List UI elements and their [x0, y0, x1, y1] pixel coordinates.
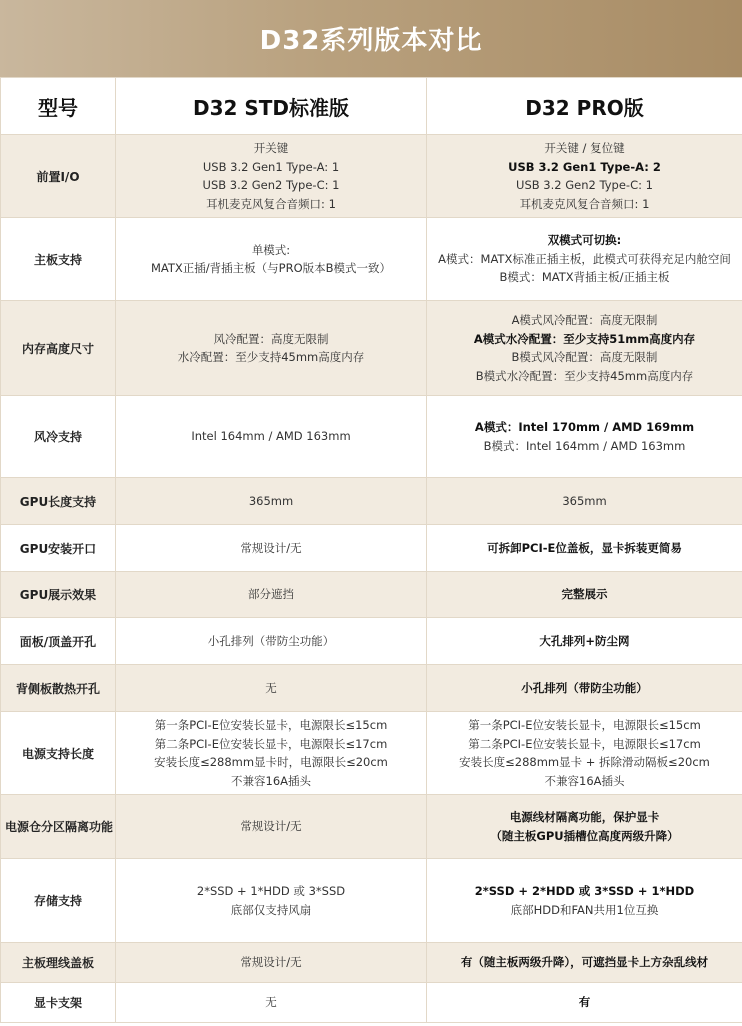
cell-line: 第一条PCI-E位安装长显卡，电源限长≤15cm	[154, 718, 388, 732]
cell-line: A模式：MATX标准正插主板，此模式可获得充足内舱空间	[438, 251, 731, 266]
row-label: 内存高度尺寸	[1, 301, 116, 396]
cell-line: （随主板GPU插槽位高度两级升降）	[490, 828, 679, 843]
cell-line: 无	[265, 995, 277, 1010]
cell-line: 有	[578, 995, 591, 1010]
cell-line: 安装长度≤288mm显卡时，电源限长≤20cm	[154, 755, 388, 769]
cell-line: 安装长度≤288mm显卡 + 拆除滑动隔板≤20cm	[459, 755, 710, 769]
row-label: 主板理线盖板	[1, 943, 116, 983]
cell-line: 无	[265, 680, 277, 695]
cell-line: 第一条PCI-E位安装长显卡，电源限长≤15cm	[468, 718, 701, 732]
row-label: 面板/顶盖开孔	[1, 618, 116, 665]
cell-std	[116, 572, 427, 618]
cell-pro	[427, 983, 742, 1023]
cell-pro	[427, 478, 742, 525]
cell-std	[116, 712, 427, 795]
row-label: GPU长度支持	[1, 478, 116, 525]
cell-pro	[427, 712, 742, 795]
cell-line: 365mm	[248, 493, 294, 508]
cell-line: 365mm	[562, 493, 607, 508]
cell-line: 常规设计/无	[240, 540, 302, 555]
cell-pro	[427, 943, 742, 983]
cell-line: 第二条PCI-E位安装长显卡，电源限长≤17cm	[154, 736, 388, 751]
cell-line: USB 3.2 Gen1 Type-A: 1	[202, 159, 340, 174]
cell-line: MATX正插/背插主板（与PRO版本B模式一致）	[150, 261, 392, 275]
cell-line: USB 3.2 Gen2 Type-C: 1	[516, 178, 653, 192]
cell-line: 2*SSD + 1*HDD 或 3*SSD	[196, 884, 346, 898]
cell-pro	[427, 396, 742, 478]
comparison-table	[0, 77, 742, 1023]
table-row	[1, 218, 742, 301]
cell-line: 风冷配置：高度无限制	[213, 331, 329, 346]
cell-line: 可拆卸PCI-E位盖板，显卡拆装更简易	[487, 540, 682, 555]
row-label: 风冷支持	[1, 396, 116, 478]
cell-line: 双模式可切换:	[547, 233, 622, 248]
cell-line: 有（随主板两级升降），可遮挡显卡上方杂乱线材	[460, 955, 709, 970]
cell-std	[116, 301, 427, 396]
cell-line: B模式水冷配置：至少支持45mm高度内存	[475, 368, 694, 383]
cell-line: B模式：MATX背插主板/正插主板	[499, 270, 670, 285]
cell-line: 常规设计/无	[240, 819, 302, 834]
header-pro: D32 PRO版	[427, 78, 742, 135]
header-model-label: 型号	[1, 78, 116, 135]
table-row	[1, 795, 742, 859]
table-row	[1, 572, 742, 618]
cell-pro	[427, 135, 742, 218]
cell-std	[116, 795, 427, 859]
cell-line: Intel 164mm / AMD 163mm	[191, 429, 351, 444]
cell-line: 不兼容16A插头	[544, 773, 625, 788]
cell-line: 开关键	[253, 141, 289, 155]
cell-std	[116, 859, 427, 943]
row-label: 电源仓分区隔离功能	[1, 795, 116, 859]
table-row	[1, 301, 742, 396]
row-label: 显卡支架	[1, 983, 116, 1023]
title-banner	[0, 0, 742, 77]
table-row	[1, 525, 742, 572]
cell-pro	[427, 795, 742, 859]
cell-pro	[427, 218, 742, 301]
cell-pro	[427, 301, 742, 396]
cell-line: 水冷配置：至少支持45mm高度内存	[177, 350, 365, 364]
table-row	[1, 478, 742, 525]
cell-line: B模式：Intel 164mm / AMD 163mm	[483, 438, 686, 453]
cell-pro	[427, 525, 742, 572]
table-row	[1, 665, 742, 712]
cell-line: 部分遮挡	[248, 587, 294, 602]
cell-line: 单模式:	[251, 242, 291, 257]
cell-line: 不兼容16A插头	[231, 773, 311, 788]
row-label: 电源支持长度	[1, 712, 116, 795]
row-label: 存储支持	[1, 859, 116, 943]
table-row	[1, 618, 742, 665]
cell-line: 开关键 / 复位键	[544, 141, 625, 155]
cell-pro	[427, 572, 742, 618]
cell-pro	[427, 665, 742, 712]
row-label: 背侧板散热开孔	[1, 665, 116, 712]
table-row	[1, 983, 742, 1023]
row-label: 前置I/O	[1, 135, 116, 218]
cell-line: 电源线材隔离功能，保护显卡	[509, 810, 660, 824]
cell-line: 耳机麦克风复合音频口: 1	[519, 196, 650, 211]
header-std: D32 STD标准版	[116, 78, 427, 135]
cell-std	[116, 135, 427, 218]
table-row	[1, 135, 742, 218]
table-row	[1, 859, 742, 943]
cell-pro	[427, 859, 742, 943]
cell-line: 常规设计/无	[240, 955, 302, 970]
cell-line: 底部HDD和FAN共用1位互换	[510, 902, 659, 917]
cell-line: USB 3.2 Gen1 Type-A: 2	[508, 159, 661, 174]
table-row	[1, 943, 742, 983]
cell-std	[116, 478, 427, 525]
header-row	[1, 78, 742, 135]
row-label: GPU展示效果	[1, 572, 116, 618]
page-title: D32系列版本对比	[259, 26, 483, 56]
cell-line: 耳机麦克风复合音频口: 1	[206, 196, 336, 211]
table-row	[1, 396, 742, 478]
cell-line: A模式风冷配置：高度无限制	[511, 313, 658, 327]
row-label: GPU安装开口	[1, 525, 116, 572]
cell-line: 大孔排列+防尘网	[539, 633, 630, 648]
cell-pro	[427, 618, 742, 665]
cell-line: B模式风冷配置：高度无限制	[511, 350, 658, 364]
cell-std	[116, 396, 427, 478]
cell-line: 第二条PCI-E位安装长显卡，电源限长≤17cm	[468, 736, 701, 751]
cell-line: A模式水冷配置：至少支持51mm高度内存	[473, 331, 696, 346]
cell-line: USB 3.2 Gen2 Type-C: 1	[202, 178, 340, 192]
cell-line: 小孔排列（带防尘功能）	[521, 680, 648, 695]
cell-std	[116, 665, 427, 712]
cell-std	[116, 618, 427, 665]
cell-line: 底部仅支持风扇	[230, 902, 312, 917]
cell-std	[116, 943, 427, 983]
table-row	[1, 712, 742, 795]
cell-std	[116, 525, 427, 572]
cell-line: 小孔排列（带防尘功能）	[207, 633, 335, 648]
cell-line: A模式：Intel 170mm / AMD 169mm	[474, 420, 695, 434]
cell-std	[116, 218, 427, 301]
cell-line: 完整展示	[561, 587, 608, 602]
row-label: 主板支持	[1, 218, 116, 301]
cell-std	[116, 983, 427, 1023]
cell-line: 2*SSD + 2*HDD 或 3*SSD + 1*HDD	[474, 884, 695, 898]
